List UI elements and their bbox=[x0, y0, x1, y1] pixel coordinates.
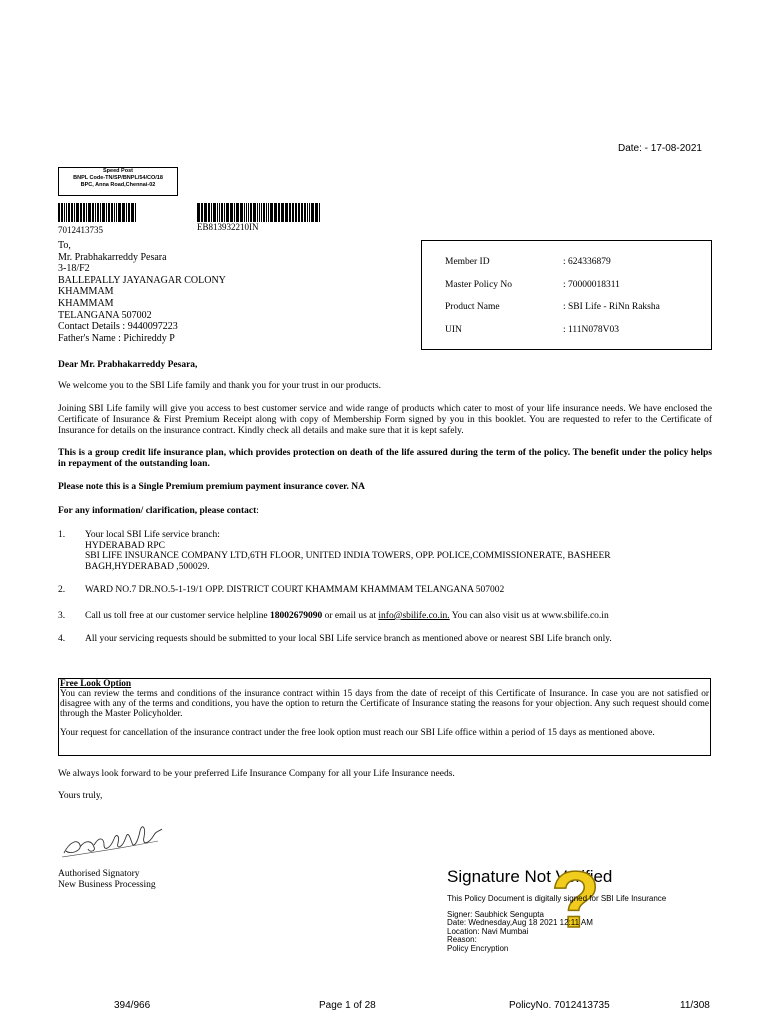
digital-signature-reason: Reason: bbox=[447, 935, 477, 944]
signatory-block bbox=[58, 869, 156, 891]
item2-text: WARD NO.7 DR.NO.5-1-19/1 OPP. DISTRICT COURT KHAMMAM KHAMMAM TELANGANA 507002 bbox=[85, 585, 505, 595]
item1-number: 1. bbox=[58, 530, 66, 540]
contact-item-3 bbox=[58, 611, 712, 623]
address-to: To, bbox=[58, 240, 71, 251]
item1-text bbox=[85, 530, 712, 572]
footer-page-number: Page 1 of 28 bbox=[319, 1000, 376, 1011]
digital-signature-line1: This Policy Document is digitally signed for SBI Life Insurance bbox=[447, 894, 667, 903]
address-line4: KHAMMAM bbox=[58, 297, 114, 309]
email-link[interactable]: info@sbilife.co.in. bbox=[378, 611, 450, 621]
address-line3: KHAMMAM bbox=[58, 286, 114, 298]
footer-left-count: 394/966 bbox=[114, 1000, 151, 1011]
free-look-title: Free Look Option bbox=[60, 679, 132, 689]
item4-number: 4. bbox=[58, 634, 66, 644]
address-line1: 3-18/F2 bbox=[58, 263, 90, 275]
member-details-box bbox=[421, 240, 712, 350]
letter-date: Date: - 17-08-2021 bbox=[618, 143, 702, 154]
speed-post-line3: BPC, Anna Road,Chennai-02 bbox=[80, 182, 156, 188]
product-name-label: Product Name bbox=[445, 302, 500, 312]
digital-signature-date: Date: Wednesday,Aug 18 2021 12:11 AM bbox=[447, 918, 593, 927]
barcode-right-label: EB813932210IN bbox=[197, 222, 259, 232]
salutation: Dear Mr. Prabhakarreddy Pesara, bbox=[58, 360, 198, 370]
footer-right-count: 11/308 bbox=[680, 1000, 710, 1011]
barcode-left bbox=[58, 203, 137, 222]
item3-text bbox=[85, 611, 712, 622]
signatory-department: New Business Processing bbox=[58, 880, 156, 890]
signature-status-title: Signature Not Verified bbox=[447, 867, 613, 886]
free-look-para1: You can review the terms and conditions of the insurance contract within 15 days from the date of receipt of this Certificate of Insurance. In case you are not satisfied or disagree with any of the terms and conditions, you have the option to return the Certificate of Insurance stating the reasons for your objection. Any such request should come through the Master Policyholder. bbox=[60, 689, 709, 719]
speed-post-line2: BNPL Code-TN/SP/BNPL/54/CO/18 bbox=[73, 175, 163, 181]
item2-number: 2. bbox=[58, 585, 66, 595]
closing-paragraph: We always look forward to be your preferred Life Insurance Company for all your Life Insurance needs. bbox=[58, 769, 455, 779]
handwritten-signature bbox=[58, 809, 168, 864]
digital-signature-details bbox=[447, 895, 666, 953]
joining-paragraph: Joining SBI Life family will give you access to best customer service and wide range of products which cater to most of your life insurance needs. We have enclosed the Certificate of Insurance & First Premium Receipt along with copy of Membership Form signed by you in this booklet. You are requested to refer to the Certificate of Insurance for details on the insurance contract. Kindly check all details and make sure that it is kept safely. bbox=[58, 404, 712, 436]
address-line5: TELANGANA 507002 bbox=[58, 309, 152, 321]
address-line2: BALLEPALLY JAYANAGAR COLONY bbox=[58, 274, 226, 286]
contact-item-2 bbox=[58, 585, 712, 597]
contact-item-1 bbox=[58, 530, 712, 574]
uin-value: : 111N078V03 bbox=[563, 325, 620, 335]
address-contact: Contact Details : 9440097223 bbox=[58, 321, 178, 333]
item3-part-c: You can also visit us at www.sbilife.co.in bbox=[449, 611, 609, 621]
digital-signature-signer: Signer: Saubhick Sengupta bbox=[447, 909, 544, 919]
master-policy-value: : 70000018311 bbox=[563, 280, 620, 290]
digital-signature-location: Location: Navi Mumbai bbox=[447, 926, 529, 936]
free-look-box bbox=[58, 678, 711, 756]
item4-text: All your servicing requests should be submitted to your local SBI Life service branch as mentioned above or nearest SBI Life branch only. bbox=[85, 634, 612, 644]
free-look-para2: Your request for cancellation of the insurance contract under the free look option must reach our SBI Life office within a period of 15 days as mentioned above. bbox=[60, 728, 655, 738]
barcode-right bbox=[197, 203, 321, 222]
item3-part-a: Call us toll free at our customer service helpline bbox=[85, 611, 270, 621]
speed-post-box bbox=[58, 167, 178, 196]
signatory-title: Authorised Signatory bbox=[58, 869, 140, 879]
member-id-value: : 624336879 bbox=[563, 257, 611, 267]
address-father: Father's Name : Pichireddy P bbox=[58, 332, 175, 344]
master-policy-label: Master Policy No bbox=[445, 280, 513, 290]
footer-policy-number: PolicyNo. 7012413735 bbox=[509, 1000, 610, 1011]
item1-line3: SBI LIFE INSURANCE COMPANY LTD,6TH FLOOR, UNITED INDIA TOWERS, OPP. POLICE,COMMISSIONERATE, BASHEER bbox=[85, 551, 611, 561]
item1-line1: Your local SBI Life service branch: bbox=[85, 530, 220, 540]
item1-line2: HYDERABAD RPC bbox=[85, 540, 165, 551]
member-id-label: Member ID bbox=[445, 257, 490, 267]
group-credit-paragraph: This is a group credit life insurance plan, which provides protection on death of the life assured during the term of the policy. The benefit under the policy helps in repayment of the outstanding loan. bbox=[58, 448, 712, 469]
product-name-value: : SBI Life - RiNn Raksha bbox=[563, 302, 660, 312]
speed-post-line1: Speed Post bbox=[103, 168, 133, 174]
uin-label: UIN bbox=[445, 325, 462, 335]
welcome-paragraph: We welcome you to the SBI Life family and thank you for your trust in our products. bbox=[58, 381, 381, 391]
recipient-address bbox=[58, 240, 226, 344]
helpline-number: 18002679090 bbox=[269, 611, 323, 621]
question-mark-icon: ? bbox=[551, 855, 600, 944]
info-heading-text: For any information/ clarification, please contact bbox=[58, 506, 257, 516]
yours-truly: Yours truly, bbox=[58, 791, 103, 801]
item3-number: 3. bbox=[58, 611, 66, 621]
item1-line4: BAGH,HYDERABAD ,500029. bbox=[85, 561, 210, 572]
item3-part-b: or email us at bbox=[322, 611, 379, 621]
info-heading bbox=[58, 506, 712, 517]
single-premium-note: Please note this is a Single Premium premium payment insurance cover. NA bbox=[58, 482, 365, 492]
contact-item-4 bbox=[58, 634, 712, 646]
address-name: Mr. Prabhakarreddy Pesara bbox=[58, 251, 167, 263]
digital-signature-reason-value: Policy Encryption bbox=[447, 943, 509, 953]
info-heading-colon: : bbox=[256, 506, 259, 516]
barcode-left-label: 7012413735 bbox=[58, 225, 103, 235]
